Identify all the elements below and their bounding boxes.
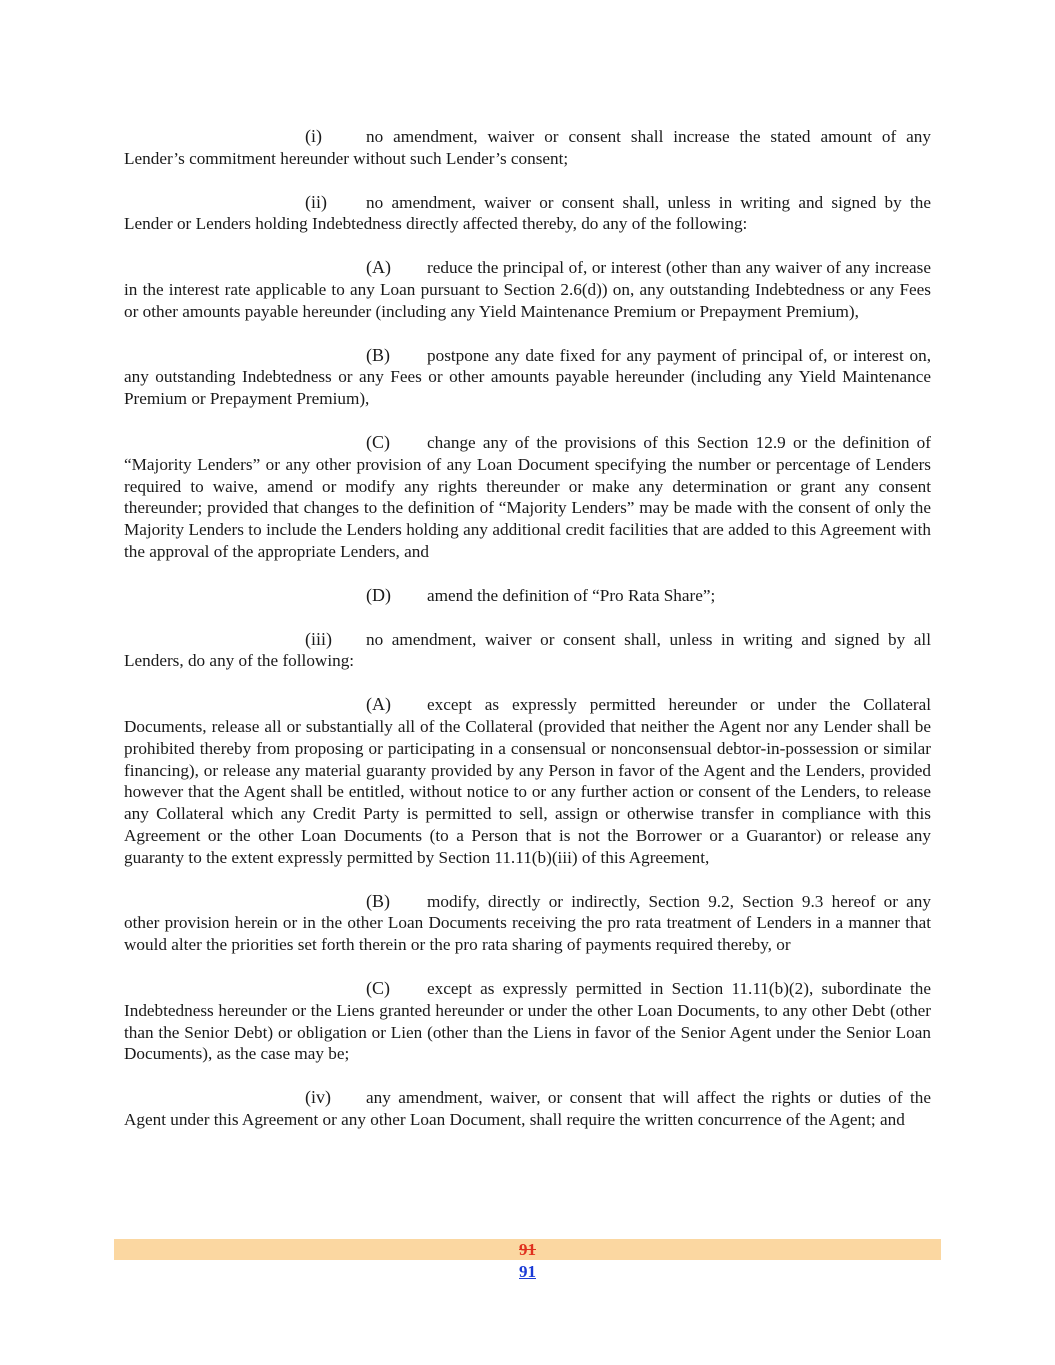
clause-marker: (D) bbox=[366, 584, 391, 605]
clause-ii-c bbox=[124, 432, 931, 563]
page-number-inserted: 91 bbox=[519, 1262, 536, 1281]
clause-iii bbox=[124, 629, 931, 673]
clause-text: postpone any date fixed for any payment of principal of, or interest on, any outstanding Indebtedness or any Fees or other amounts payable hereunder (including any Yield Maintenance Premium or Prepayment Premium), bbox=[124, 345, 931, 409]
clause-text: no amendment, waiver or consent shall increase the stated amount of any Lender’s commitment hereunder without such Lender’s consent; bbox=[124, 127, 931, 168]
clause-ii-b bbox=[124, 345, 931, 410]
clause-text: except as expressly permitted in Section 11.11(b)(2), subordinate the Indebtedness hereunder or the Liens granted hereunder or under the other Loan Documents, to any other Debt (other than the Senior Debt) or obligation or Lien (other than the Liens in favor of the Senior Agent under the Senior Loan Documents), as the case may be; bbox=[124, 978, 931, 1064]
clause-marker: (ii) bbox=[305, 191, 327, 212]
clause-marker: (A) bbox=[366, 694, 391, 715]
clause-i bbox=[124, 126, 931, 170]
document-body bbox=[124, 126, 931, 1153]
clause-marker: (B) bbox=[366, 890, 390, 911]
clause-text: except as expressly permitted hereunder or under the Collateral Documents, release all or substantially all of the Collateral (provided that neither the Agent nor any Lender shall be prohibited thereby from proposing or participating in a consensual or nonconsensual debtor-in-possession or similar financing), or release any material guaranty provided by any Person in favor of the Agent and the Lenders, provided however that the Agent shall be entitled, without notice to or any further action or consent of the Lenders, to release any Collateral which any Credit Party is permitted to sell, assign or otherwise transfer in compliance with this Agreement or the other Loan Documents (to a Person that is not the Borrower or a Guarantor) or release any guaranty to the extent expressly permitted by Section 11.11(b)(iii) of this Agreement, bbox=[124, 695, 931, 867]
clause-marker: (C) bbox=[366, 977, 390, 998]
clause-text: reduce the principal of, or interest (other than any waiver of any increase in the interest rate applicable to any Loan pursuant to Section 2.6(d)) on, any outstanding Indebtedness or any Fees or other amounts payable hereunder (including any Yield Maintenance Premium or Prepayment Premium), bbox=[124, 258, 931, 321]
clause-ii-a bbox=[124, 257, 931, 322]
clause-marker: (A) bbox=[366, 257, 391, 278]
clause-marker: (B) bbox=[366, 344, 390, 365]
clause-text: no amendment, waiver or consent shall, unless in writing and signed by the Lender or Lenders holding Indebtedness directly affected thereby, do any of the following: bbox=[124, 192, 931, 234]
clause-iii-c bbox=[124, 978, 931, 1065]
clause-text: amend the definition of “Pro Rata Share”; bbox=[427, 585, 716, 605]
clause-marker: (C) bbox=[366, 431, 390, 452]
clause-text: change any of the provisions of this Section 12.9 or the definition of “Majority Lenders” or any other provision of any Loan Document specifying the number or percentage of Lenders required to waive, amend or modify any rights thereunder or make any determination or grant any consent thereunder; provided that changes to the definition of “Majority Lenders” may be made with the consent of only the Majority Lenders to include the Lenders holding any additional credit facilities that are added to this Agreement with the approval of the appropriate Lenders, and bbox=[124, 432, 931, 561]
clause-ii bbox=[124, 192, 931, 236]
clause-iii-b bbox=[124, 891, 931, 956]
clause-text: modify, directly or indirectly, Section 9.2, Section 9.3 hereof or any other provision herein or in the other Loan Documents receiving the pro rata treatment of Lenders in a manner that would alter the priorities set forth therein or the pro rata sharing of payments required thereby, or bbox=[124, 891, 931, 955]
clause-marker: (i) bbox=[305, 126, 322, 146]
clause-marker: (iii) bbox=[305, 628, 332, 649]
clause-iii-a bbox=[124, 694, 931, 868]
clause-text: any amendment, waiver, or consent that will affect the rights or duties of the Agent under this Agreement or any other Loan Document, shall require the written concurrence of the Agent; and bbox=[124, 1088, 931, 1129]
clause-text: no amendment, waiver or consent shall, unless in writing and signed by all Lenders, do any of the following: bbox=[124, 629, 931, 671]
page-number-deleted: 91 bbox=[519, 1240, 536, 1259]
clause-marker: (iv) bbox=[305, 1087, 331, 1108]
clause-iv bbox=[124, 1087, 931, 1131]
clause-ii-d bbox=[124, 585, 931, 607]
